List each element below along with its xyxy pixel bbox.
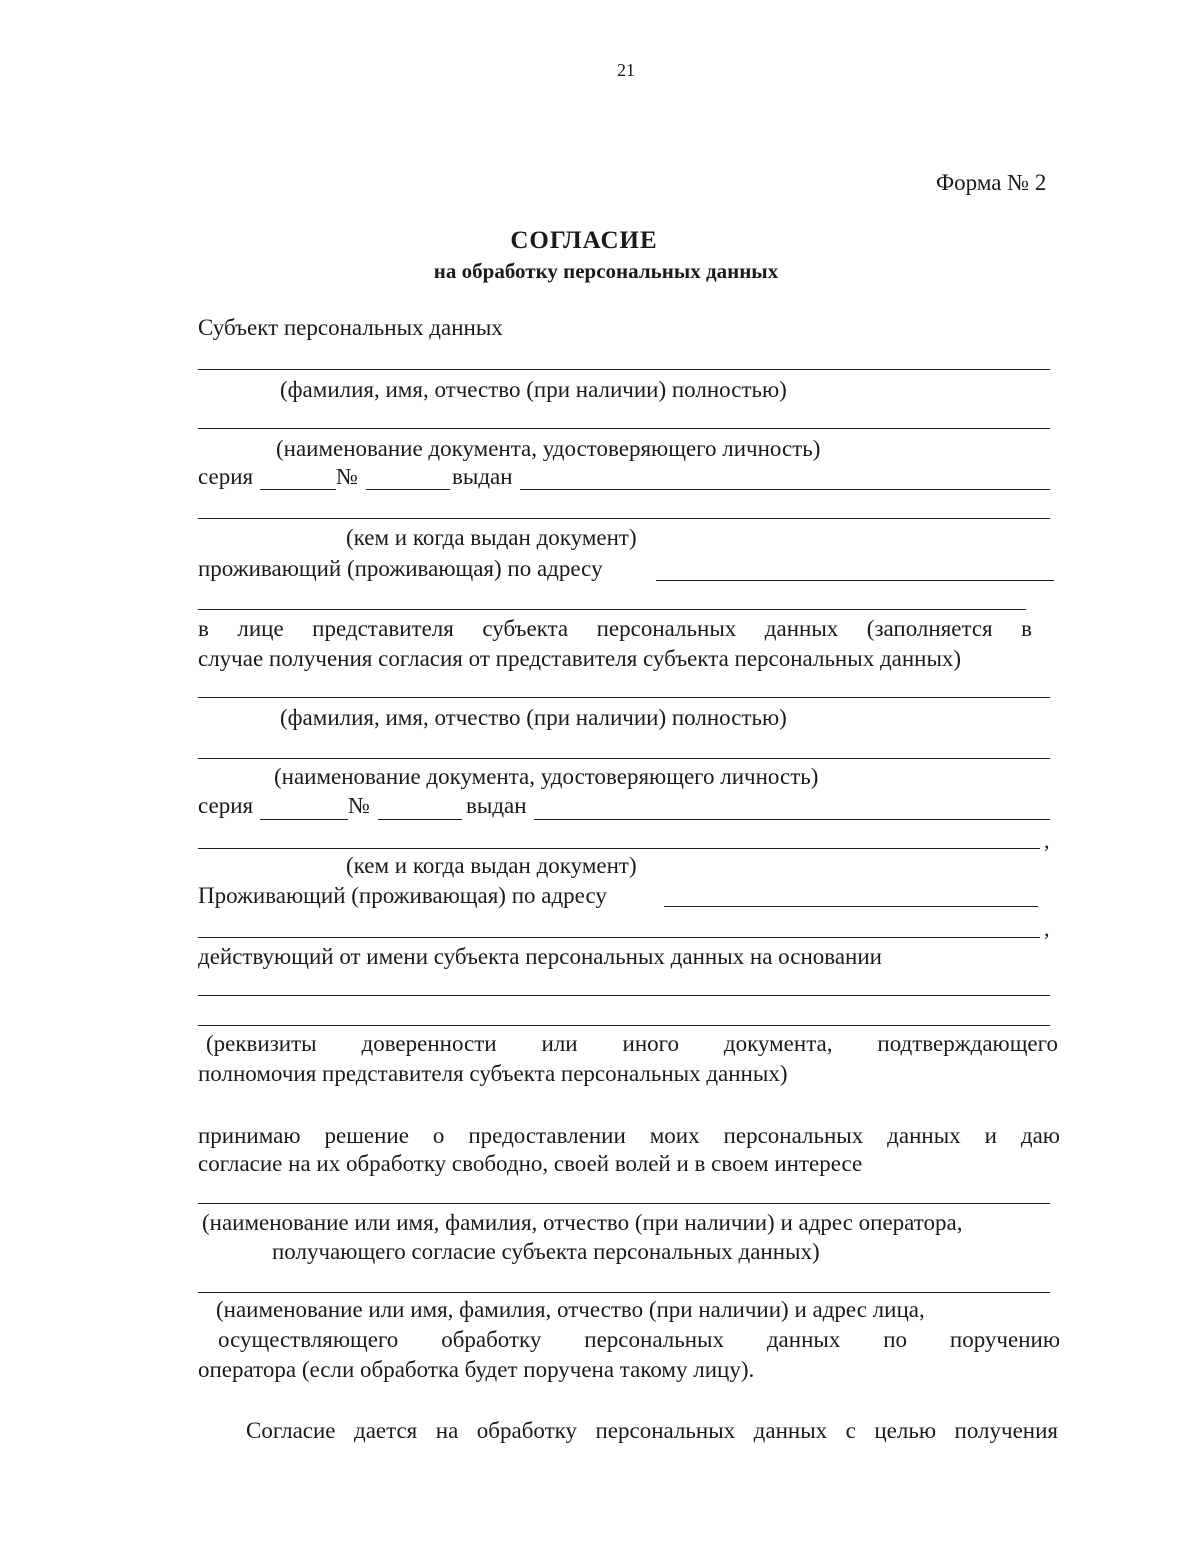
rep-number-field[interactable] (378, 819, 462, 820)
decision-text-line1: принимаю решение о предоставлении моих персональных данных и даю (198, 1123, 1060, 1148)
address-field-continued[interactable] (198, 609, 1026, 610)
residing-label: проживающий (проживающая) по адресу (198, 556, 603, 581)
hint-processor-line1: (наименование или имя, фамилия, отчество (при наличии) и адрес лица, (216, 1297, 925, 1322)
rep-address-field[interactable] (664, 906, 1038, 907)
address-field[interactable] (656, 580, 1054, 581)
representative-text-line1: в лице представителя субъекта персональных данных (заполняется в (198, 616, 1032, 641)
number-field[interactable] (366, 489, 450, 490)
series-field[interactable] (260, 489, 336, 490)
document-subtitle: на обработку персональных данных (433, 259, 779, 283)
page-number: 21 (617, 60, 635, 80)
form-number: Форма № 2 (936, 170, 1047, 195)
purpose-text: Согласие дается на обработку персональных данных с целью получения (246, 1418, 1058, 1443)
document-title: СОГЛАСИЕ (510, 227, 658, 254)
subject-label: Субъект персональных данных (198, 315, 503, 340)
hint-full-name: (фамилия, имя, отчество (при наличии) полностью) (280, 377, 787, 402)
rep-issued-by-field[interactable] (534, 819, 1050, 820)
number-sign: № (336, 464, 358, 489)
hint-operator-line1: (наименование или имя, фамилия, отчество (при наличии) и адрес оператора, (202, 1210, 963, 1235)
rep-residing-label: Проживающий (проживающая) по адресу (198, 883, 607, 908)
issued-by-field[interactable] (520, 489, 1050, 490)
series-label: серия (198, 464, 254, 489)
hint-power-of-attorney-line1: (реквизиты доверенности или иного документа, подтверждающего (206, 1031, 1058, 1056)
issued-label: выдан (452, 464, 513, 489)
rep-hint-full-name: (фамилия, имя, отчество (при наличии) полностью) (280, 705, 787, 730)
acting-on-behalf-text: действующий от имени субъекта персональных данных на основании (198, 944, 882, 969)
rep-number-sign: № (348, 793, 370, 818)
subject-full-name-field[interactable] (198, 369, 1050, 370)
hint-issued-by: (кем и когда выдан документ) (346, 525, 637, 550)
representative-full-name-field[interactable] (198, 697, 1050, 698)
rep-series-field[interactable] (260, 819, 348, 820)
rep-issued-label: выдан (466, 793, 527, 818)
representative-identity-doc-field[interactable] (198, 758, 1050, 759)
hint-processor-line2: осуществляющего обработку персональных данных по поручению (218, 1327, 1060, 1352)
hint-power-of-attorney-line2: полномочия представителя субъекта персональных данных) (198, 1061, 788, 1086)
rep-series-label: серия (198, 793, 254, 818)
operator-field[interactable] (198, 1203, 1050, 1204)
comma: , (1044, 828, 1050, 853)
issued-by-field-continued[interactable] (198, 518, 1050, 519)
processor-field[interactable] (198, 1292, 1050, 1293)
power-of-attorney-field-continued[interactable] (198, 1025, 1050, 1026)
rep-address-field-continued[interactable] (198, 937, 1040, 938)
rep-hint-identity-doc: (наименование документа, удостоверяющего личность) (274, 764, 819, 789)
power-of-attorney-field[interactable] (198, 995, 1050, 996)
rep-hint-issued-by: (кем и когда выдан документ) (346, 853, 637, 878)
hint-operator-line2: получающего согласие субъекта персональных данных) (272, 1239, 820, 1264)
comma: , (1044, 916, 1050, 941)
representative-text-line2: случае получения согласия от представителя субъекта персональных данных) (198, 646, 962, 671)
decision-text-line2: согласие на их обработку свободно, своей волей и в своем интересе (198, 1151, 863, 1176)
rep-issued-by-field-continued[interactable] (198, 848, 1040, 849)
hint-identity-doc: (наименование документа, удостоверяющего личность) (276, 436, 821, 461)
subject-identity-doc-field[interactable] (198, 428, 1050, 429)
hint-processor-line3: оператора (если обработка будет поручена такому лицу). (198, 1357, 755, 1382)
